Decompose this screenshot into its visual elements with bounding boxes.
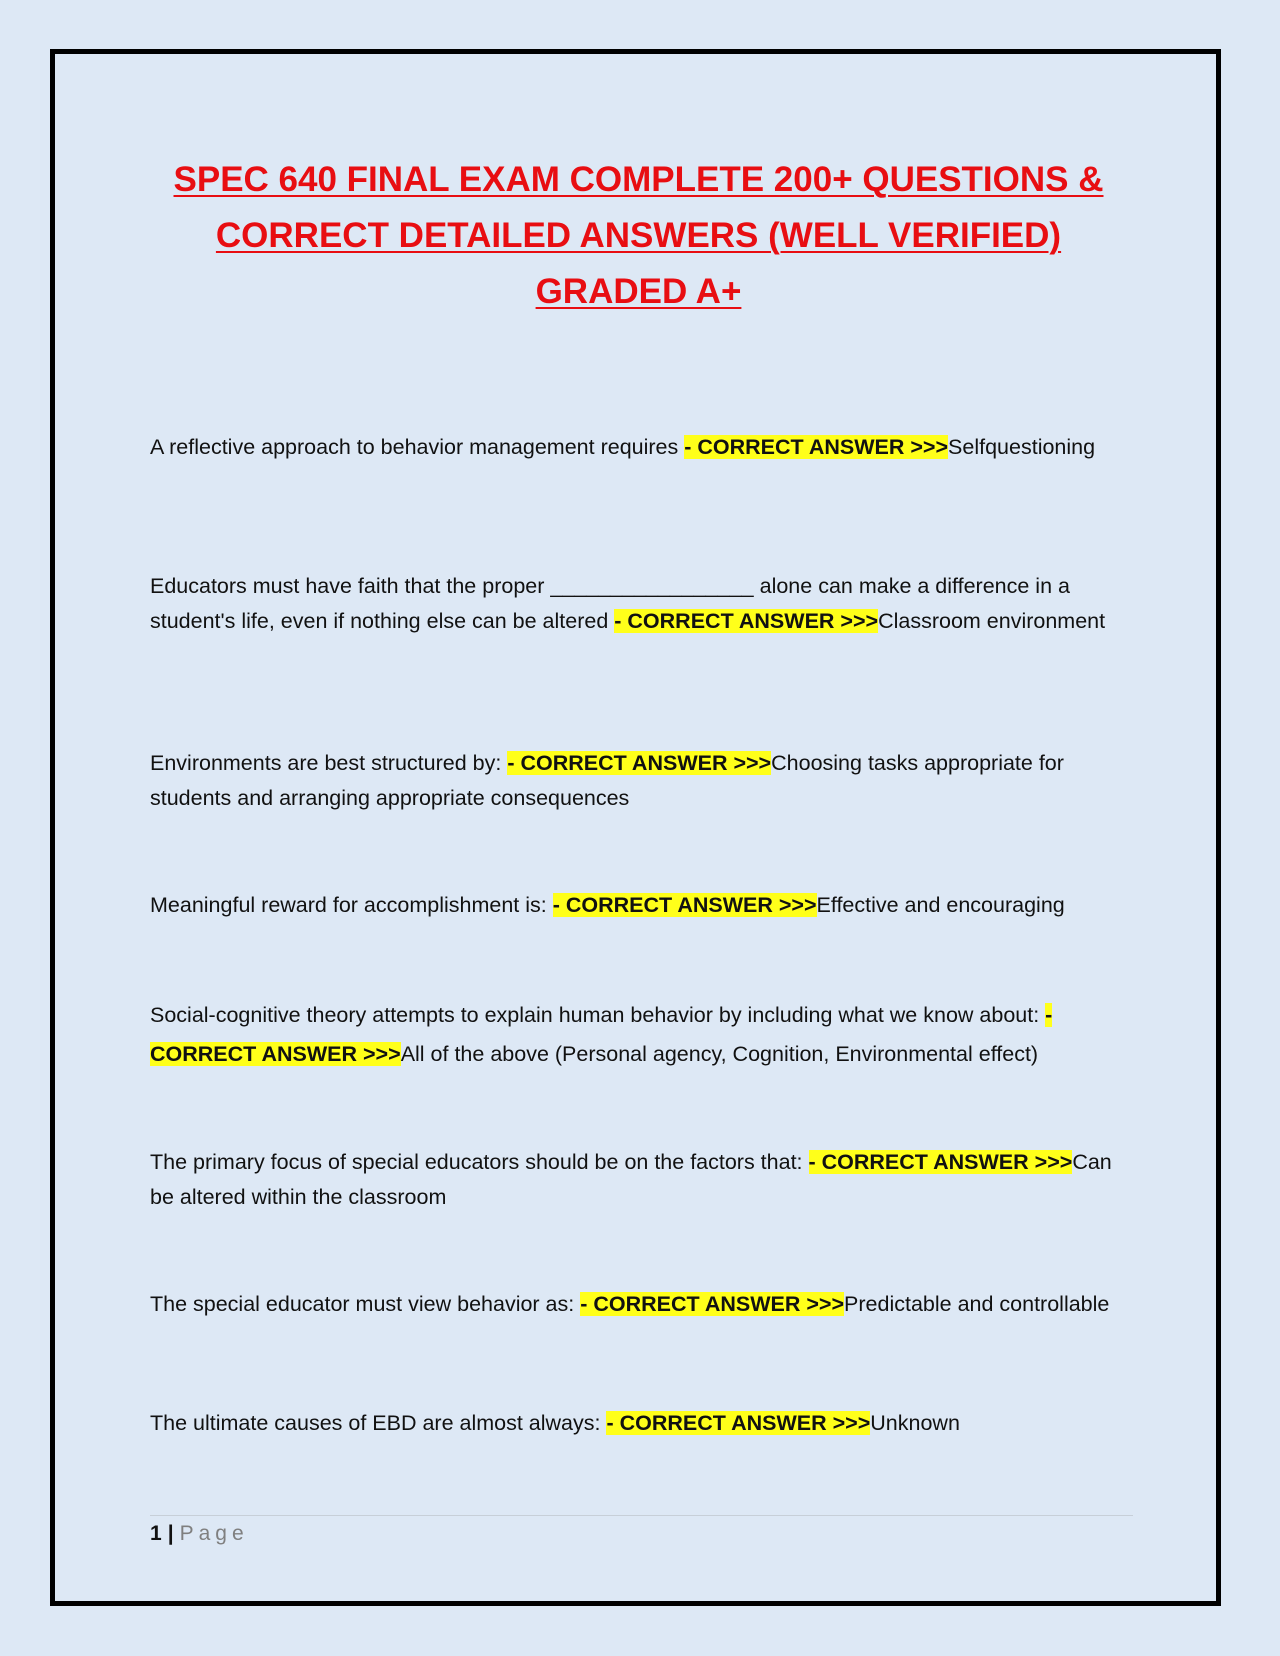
- answer-marker: - CORRECT ANSWER >>>: [606, 1411, 871, 1435]
- page-number: 1: [150, 1522, 162, 1545]
- question-text: Educators must have faith that the proper _________________ alone can make a difference in a student's life, even if nothing else can be altered: [150, 574, 1070, 633]
- qa-item-2: [150, 569, 1135, 639]
- answer-text: Effective and encouraging: [816, 893, 1065, 917]
- question-text: The primary focus of special educators should be on the factors that:: [150, 1150, 809, 1174]
- qa-item-1: [150, 430, 1135, 465]
- answer-marker: - CORRECT ANSWER >>>: [150, 1003, 1053, 1066]
- question-text: A reflective approach to behavior management requires: [150, 435, 685, 459]
- answer-text: Choosing tasks appropriate for students and arranging appropriate consequences: [150, 751, 1064, 810]
- answer-text: All of the above (Personal agency, Cognition, Environmental effect): [400, 1042, 1039, 1066]
- answer-text: Can be altered within the classroom: [150, 1150, 1112, 1209]
- answer-text: Classroom environment: [878, 609, 1106, 633]
- question-text: The ultimate causes of EBD are almost always:: [150, 1411, 607, 1435]
- qa-item-6: [150, 1145, 1135, 1215]
- qa-item-5: [150, 996, 1135, 1074]
- page-separator: |: [167, 1522, 174, 1545]
- answer-text: Predictable and controllable: [844, 1292, 1110, 1316]
- answer-text: Unknown: [870, 1411, 960, 1435]
- answer-marker: - CORRECT ANSWER >>>: [614, 609, 879, 633]
- page-footer: [150, 1520, 249, 1548]
- qa-item-8: [150, 1406, 1135, 1441]
- answer-marker: - CORRECT ANSWER >>>: [808, 1150, 1073, 1174]
- qa-item-4: [150, 888, 1135, 923]
- answer-text: Selfquestioning: [948, 435, 1096, 459]
- qa-item-3: [150, 746, 1135, 816]
- document-title: SPEC 640 FINAL EXAM COMPLETE 200+ QUESTIONS & CORRECT DETAILED ANSWERS (WELL VERIFIED) GRADED A+: [173, 160, 1104, 311]
- answer-marker: - CORRECT ANSWER >>>: [552, 893, 817, 917]
- answer-marker: - CORRECT ANSWER >>>: [507, 751, 772, 775]
- answer-marker: - CORRECT ANSWER >>>: [580, 1292, 845, 1316]
- question-text: The special educator must view behavior as:: [150, 1292, 581, 1316]
- footer-rule: [150, 1515, 1133, 1516]
- page-label: Page: [179, 1522, 249, 1545]
- question-text: Environments are best structured by:: [150, 751, 508, 775]
- qa-item-7: [150, 1287, 1135, 1322]
- question-text: Meaningful reward for accomplishment is:: [150, 893, 553, 917]
- question-text: Social-cognitive theory attempts to explain human behavior by including what we know about:: [150, 1003, 1046, 1027]
- answer-marker: - CORRECT ANSWER >>>: [684, 435, 949, 459]
